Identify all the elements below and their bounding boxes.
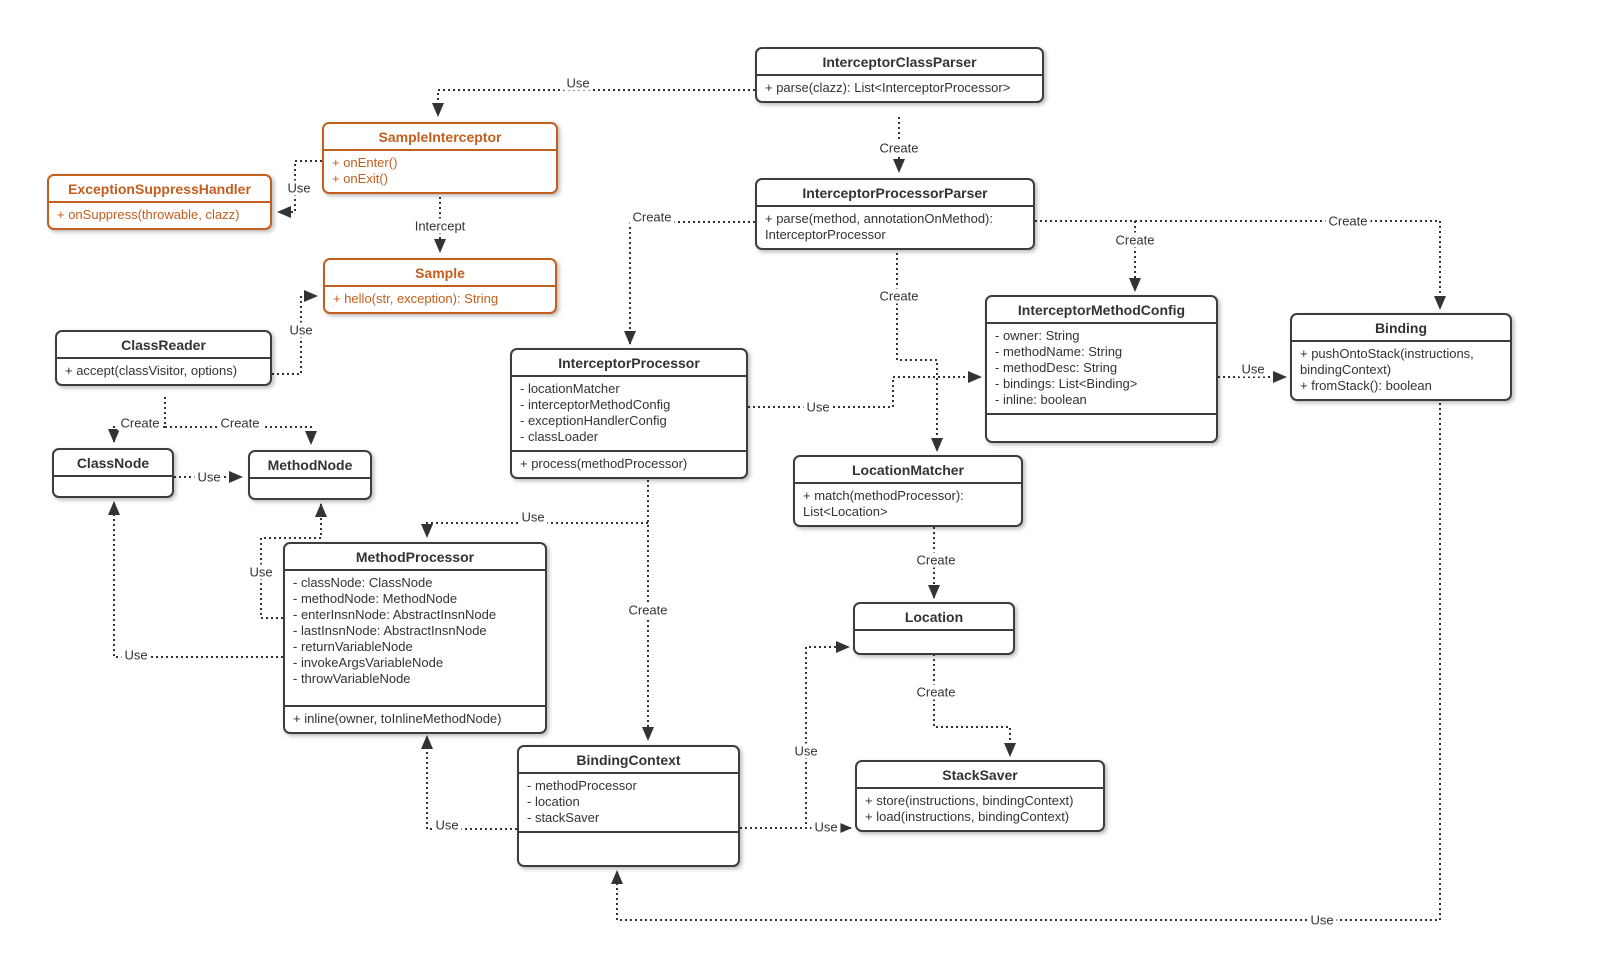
method: + pushOntoStack(instructions, bindingContext): [1300, 346, 1474, 377]
connector-InterceptorProcessorParser-InterceptorProcessor: [630, 222, 755, 344]
attributes-compartment: [987, 324, 1216, 415]
connector-InterceptorClassParser-SampleInterceptor: [438, 90, 755, 116]
methods-compartment: [325, 287, 555, 312]
connector-Binding-BindingContext: [617, 403, 1440, 920]
edge-label-use: Use: [791, 744, 820, 759]
class-title: MethodNode: [250, 452, 370, 479]
attribute: - enterInsnNode: AbstractInsnNode: [293, 607, 497, 622]
empty-compartment: [855, 631, 1013, 653]
class-title: LocationMatcher: [795, 457, 1021, 484]
method: + load(instructions, bindingContext): [865, 809, 1070, 824]
method: + parse(clazz): List<InterceptorProcessor>: [765, 80, 1011, 95]
class-MethodNode[interactable]: [248, 450, 372, 500]
attribute: - lastInsnNode: AbstractInsnNode: [293, 623, 487, 638]
empty-compartment: [987, 415, 1216, 441]
connector-InterceptorProcessorParser-InterceptorMethodConfig: [1035, 221, 1135, 291]
edge-label-use: Use: [563, 76, 592, 91]
edge-label-use: Use: [121, 648, 150, 663]
attribute: - locationMatcher: [520, 381, 620, 396]
edge-label-use: Use: [286, 323, 315, 338]
class-InterceptorMethodConfig[interactable]: [985, 295, 1218, 443]
class-title: InterceptorMethodConfig: [987, 297, 1216, 324]
attribute: - methodNode: MethodNode: [293, 591, 458, 606]
edge-label-intercept: Intercept: [412, 219, 469, 234]
edge-label-create: Create: [876, 289, 921, 304]
connector-BindingContext-MethodProcessor: [427, 736, 517, 829]
method: + process(methodProcessor): [520, 456, 688, 471]
class-SampleInterceptor[interactable]: [322, 122, 558, 194]
attributes-compartment: [285, 571, 545, 707]
methods-compartment: [757, 207, 1033, 248]
class-ClassNode[interactable]: [52, 448, 174, 498]
empty-compartment: [250, 479, 370, 498]
edge-label-create: Create: [629, 210, 674, 225]
attribute: - methodProcessor: [527, 778, 637, 793]
method: + store(instructions, bindingContext): [865, 793, 1074, 808]
connector-InterceptorProcessorParser-LocationMatcher: [897, 253, 937, 451]
attribute: - methodName: String: [995, 344, 1123, 359]
connector-InterceptorProcessor-InterceptorMethodConfig: [748, 377, 981, 407]
class-ExceptionSuppressHandler[interactable]: [47, 174, 272, 230]
class-Location[interactable]: [853, 602, 1015, 655]
edge-label-create: Create: [117, 416, 162, 431]
edge-label-use: Use: [194, 470, 223, 485]
edge-label-create: Create: [625, 603, 670, 618]
edge-label-use: Use: [803, 400, 832, 415]
class-LocationMatcher[interactable]: [793, 455, 1023, 527]
connector-InterceptorProcessor-MethodProcessor: [427, 523, 648, 537]
class-MethodProcessor[interactable]: [283, 542, 547, 734]
edge-label-create: Create: [1112, 233, 1157, 248]
methods-compartment: [512, 452, 746, 477]
class-title: BindingContext: [519, 747, 738, 774]
connector-BindingContext-Location: [740, 647, 849, 828]
methods-compartment: [49, 203, 270, 228]
attribute: - bindings: List<Binding>: [995, 376, 1138, 391]
method: + onEnter(): [332, 155, 398, 170]
empty-compartment: [54, 477, 172, 496]
method: + match(methodProcessor): List<Location>: [803, 488, 964, 519]
edge-label-create: Create: [876, 141, 921, 156]
edge-label-use: Use: [284, 181, 313, 196]
method: + hello(str, exception): String: [333, 291, 499, 306]
class-title: ExceptionSuppressHandler: [49, 176, 270, 203]
attribute: - interceptorMethodConfig: [520, 397, 671, 412]
class-title: Location: [855, 604, 1013, 631]
attribute: - inline: boolean: [995, 392, 1087, 407]
attribute: - location: [527, 794, 580, 809]
edge-label-use: Use: [811, 820, 840, 835]
edge-label-create: Create: [913, 553, 958, 568]
methods-compartment: [857, 789, 1103, 830]
method: + parse(method, annotationOnMethod): InterceptorProcessor: [765, 211, 994, 242]
edge-label-create: Create: [217, 416, 262, 431]
class-Binding[interactable]: [1290, 313, 1512, 401]
edge-label-use: Use: [1307, 913, 1336, 928]
attribute: - returnVariableNode: [293, 639, 413, 654]
methods-compartment: [795, 484, 1021, 525]
class-InterceptorProcessor[interactable]: [510, 348, 748, 479]
class-Sample[interactable]: [323, 258, 557, 314]
attribute: - owner: String: [995, 328, 1080, 343]
method: + accept(classVisitor, options): [65, 363, 238, 378]
class-InterceptorClassParser[interactable]: [755, 47, 1044, 103]
class-title: Sample: [325, 260, 555, 287]
methods-compartment: [757, 76, 1042, 101]
class-title: InterceptorProcessor: [512, 350, 746, 377]
edge-label-use: Use: [246, 565, 275, 580]
attribute: - methodDesc: String: [995, 360, 1118, 375]
edge-label-create: Create: [1325, 214, 1370, 229]
class-title: ClassReader: [57, 332, 270, 359]
methods-compartment: [57, 359, 270, 384]
class-title: ClassNode: [54, 450, 172, 477]
class-title: InterceptorProcessorParser: [757, 180, 1033, 207]
attribute: - stackSaver: [527, 810, 600, 825]
connector-Location-StackSaver: [934, 654, 1010, 756]
attribute: - throwVariableNode: [293, 671, 411, 686]
method: + fromStack(): boolean: [1300, 378, 1432, 393]
attribute: - classNode: ClassNode: [293, 575, 433, 590]
method: + onExit(): [332, 171, 388, 186]
attribute: - classLoader: [520, 429, 599, 444]
method: + onSuppress(throwable, clazz): [57, 207, 240, 222]
class-title: InterceptorClassParser: [757, 49, 1042, 76]
class-InterceptorProcessorParser[interactable]: [755, 178, 1035, 250]
class-ClassReader[interactable]: [55, 330, 272, 386]
edge-label-use: Use: [432, 818, 461, 833]
edge-label-use: Use: [1238, 362, 1267, 377]
empty-compartment: [519, 833, 738, 865]
class-title: Binding: [1292, 315, 1510, 342]
methods-compartment: [324, 151, 556, 192]
edge-label-use: Use: [518, 510, 547, 525]
connector-MethodProcessor-ClassNode: [114, 502, 283, 657]
attributes-compartment: [512, 377, 746, 452]
class-title: MethodProcessor: [285, 544, 545, 571]
method: + inline(owner, toInlineMethodNode): [293, 711, 502, 726]
attribute: - exceptionHandlerConfig: [520, 413, 667, 428]
edge-label-create: Create: [913, 685, 958, 700]
class-title: StackSaver: [857, 762, 1103, 789]
class-BindingContext[interactable]: [517, 745, 740, 867]
class-StackSaver[interactable]: [855, 760, 1105, 832]
attributes-compartment: [519, 774, 738, 833]
methods-compartment: [1292, 342, 1510, 399]
attribute: - invokeArgsVariableNode: [293, 655, 444, 670]
methods-compartment: [285, 707, 545, 732]
class-title: SampleInterceptor: [324, 124, 556, 151]
